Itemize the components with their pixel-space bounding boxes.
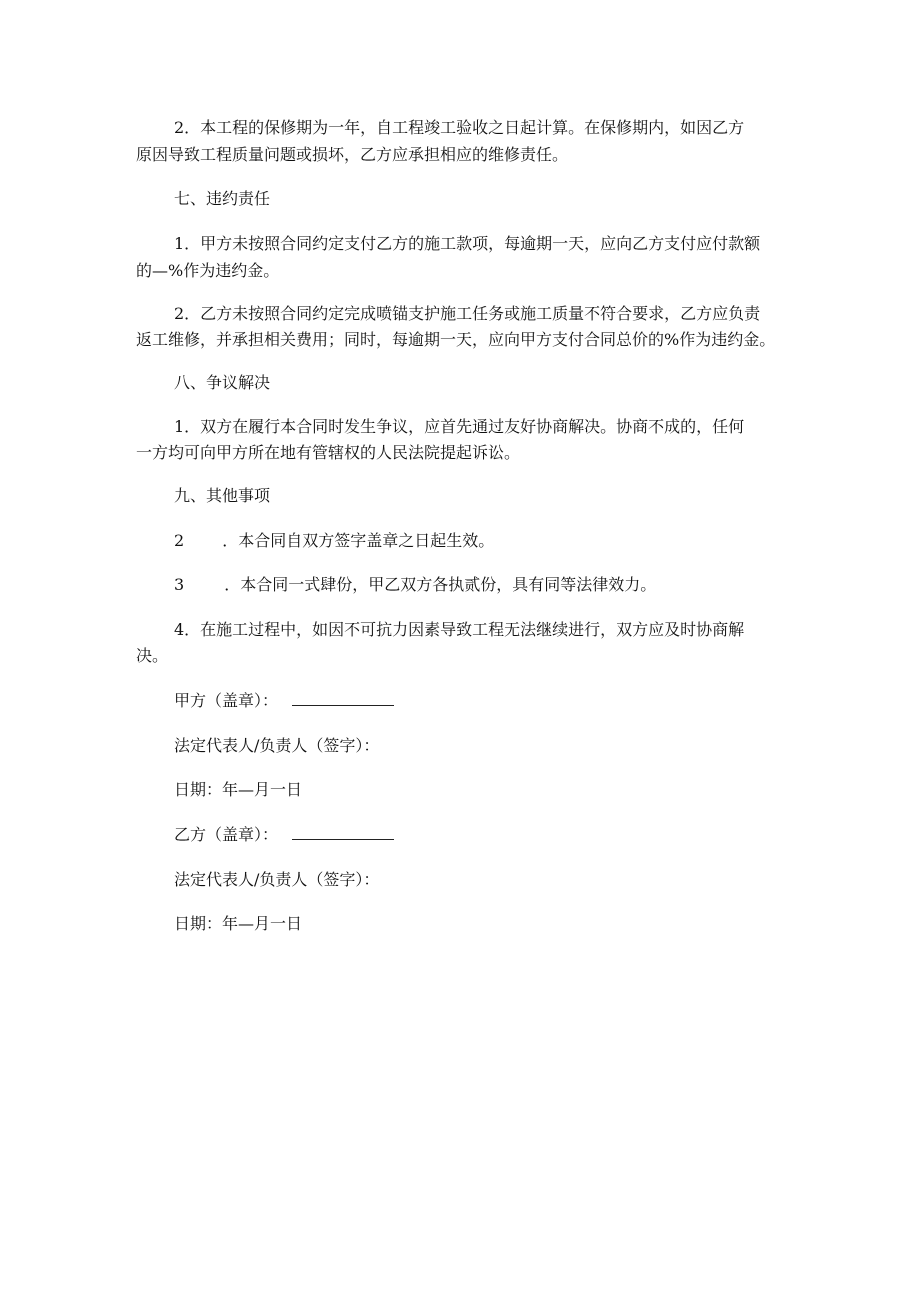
dispute-item-1-line-1: 1．双方在履行本合同时发生争议，应首先通过友好协商解决。协商不成的，任何	[174, 417, 745, 436]
other-item-2	[174, 531, 494, 551]
other-item-2-number: 2	[174, 531, 185, 550]
other-item-3-number: 3	[174, 575, 185, 594]
section-heading-dispute: 八、争议解决	[174, 373, 271, 392]
party-a-representative-label: 法定代表人/负责人（签字）：	[174, 736, 380, 755]
breach-item-2-line-1: 2．乙方未按照合同约定完成喷锚支护施工任务或施工质量不符合要求，乙方应负责	[174, 304, 761, 323]
breach-item-1-line-1: 1．甲方未按照合同约定支付乙方的施工款项，每逾期一天，应向乙方支付应付款额	[174, 234, 761, 253]
party-a-seal-blank	[292, 691, 394, 706]
party-a-seal-label: 甲方（盖章）：	[174, 691, 279, 710]
other-item-4-line-2: 决。	[136, 646, 169, 665]
party-a-seal-line	[174, 691, 394, 711]
breach-item-1-line-2: 的—%作为违约金。	[136, 261, 280, 280]
party-b-seal-line	[174, 825, 394, 845]
party-a-date-label: 日期：年—月一日	[174, 780, 303, 799]
dispute-item-1-line-2: 一方均可向甲方所在地有管辖权的人民法院提起诉讼。	[136, 443, 521, 462]
other-item-4-line-1: 4．在施工过程中，如因不可抗力因素导致工程无法继续进行，双方应及时协商解	[174, 620, 745, 639]
other-item-3-text: ．本合同一式肆份，甲乙双方各执贰份，具有同等法律效力。	[224, 575, 657, 594]
party-b-representative-label: 法定代表人/负责人（签字）：	[174, 870, 380, 889]
section-heading-other: 九、其他事项	[174, 486, 271, 505]
warranty-item-2-line-1: 2．本工程的保修期为一年，自工程竣工验收之日起计算。在保修期内，如因乙方	[174, 118, 745, 137]
party-b-seal-blank	[292, 825, 394, 840]
party-b-seal-label: 乙方（盖章）：	[174, 825, 279, 844]
warranty-item-2-line-2: 原因导致工程质量问题或损坏，乙方应承担相应的维修责任。	[136, 145, 569, 164]
party-b-date-label: 日期：年—月一日	[174, 914, 303, 933]
section-heading-breach: 七、违约责任	[174, 189, 271, 208]
other-item-2-text: ．本合同自双方签字盖章之日起生效。	[222, 531, 495, 550]
other-item-3	[174, 575, 656, 595]
breach-item-2-line-2: 返工维修，并承担相关费用；同时，每逾期一天，应向甲方支付合同总价的%作为违约金。	[136, 330, 776, 349]
